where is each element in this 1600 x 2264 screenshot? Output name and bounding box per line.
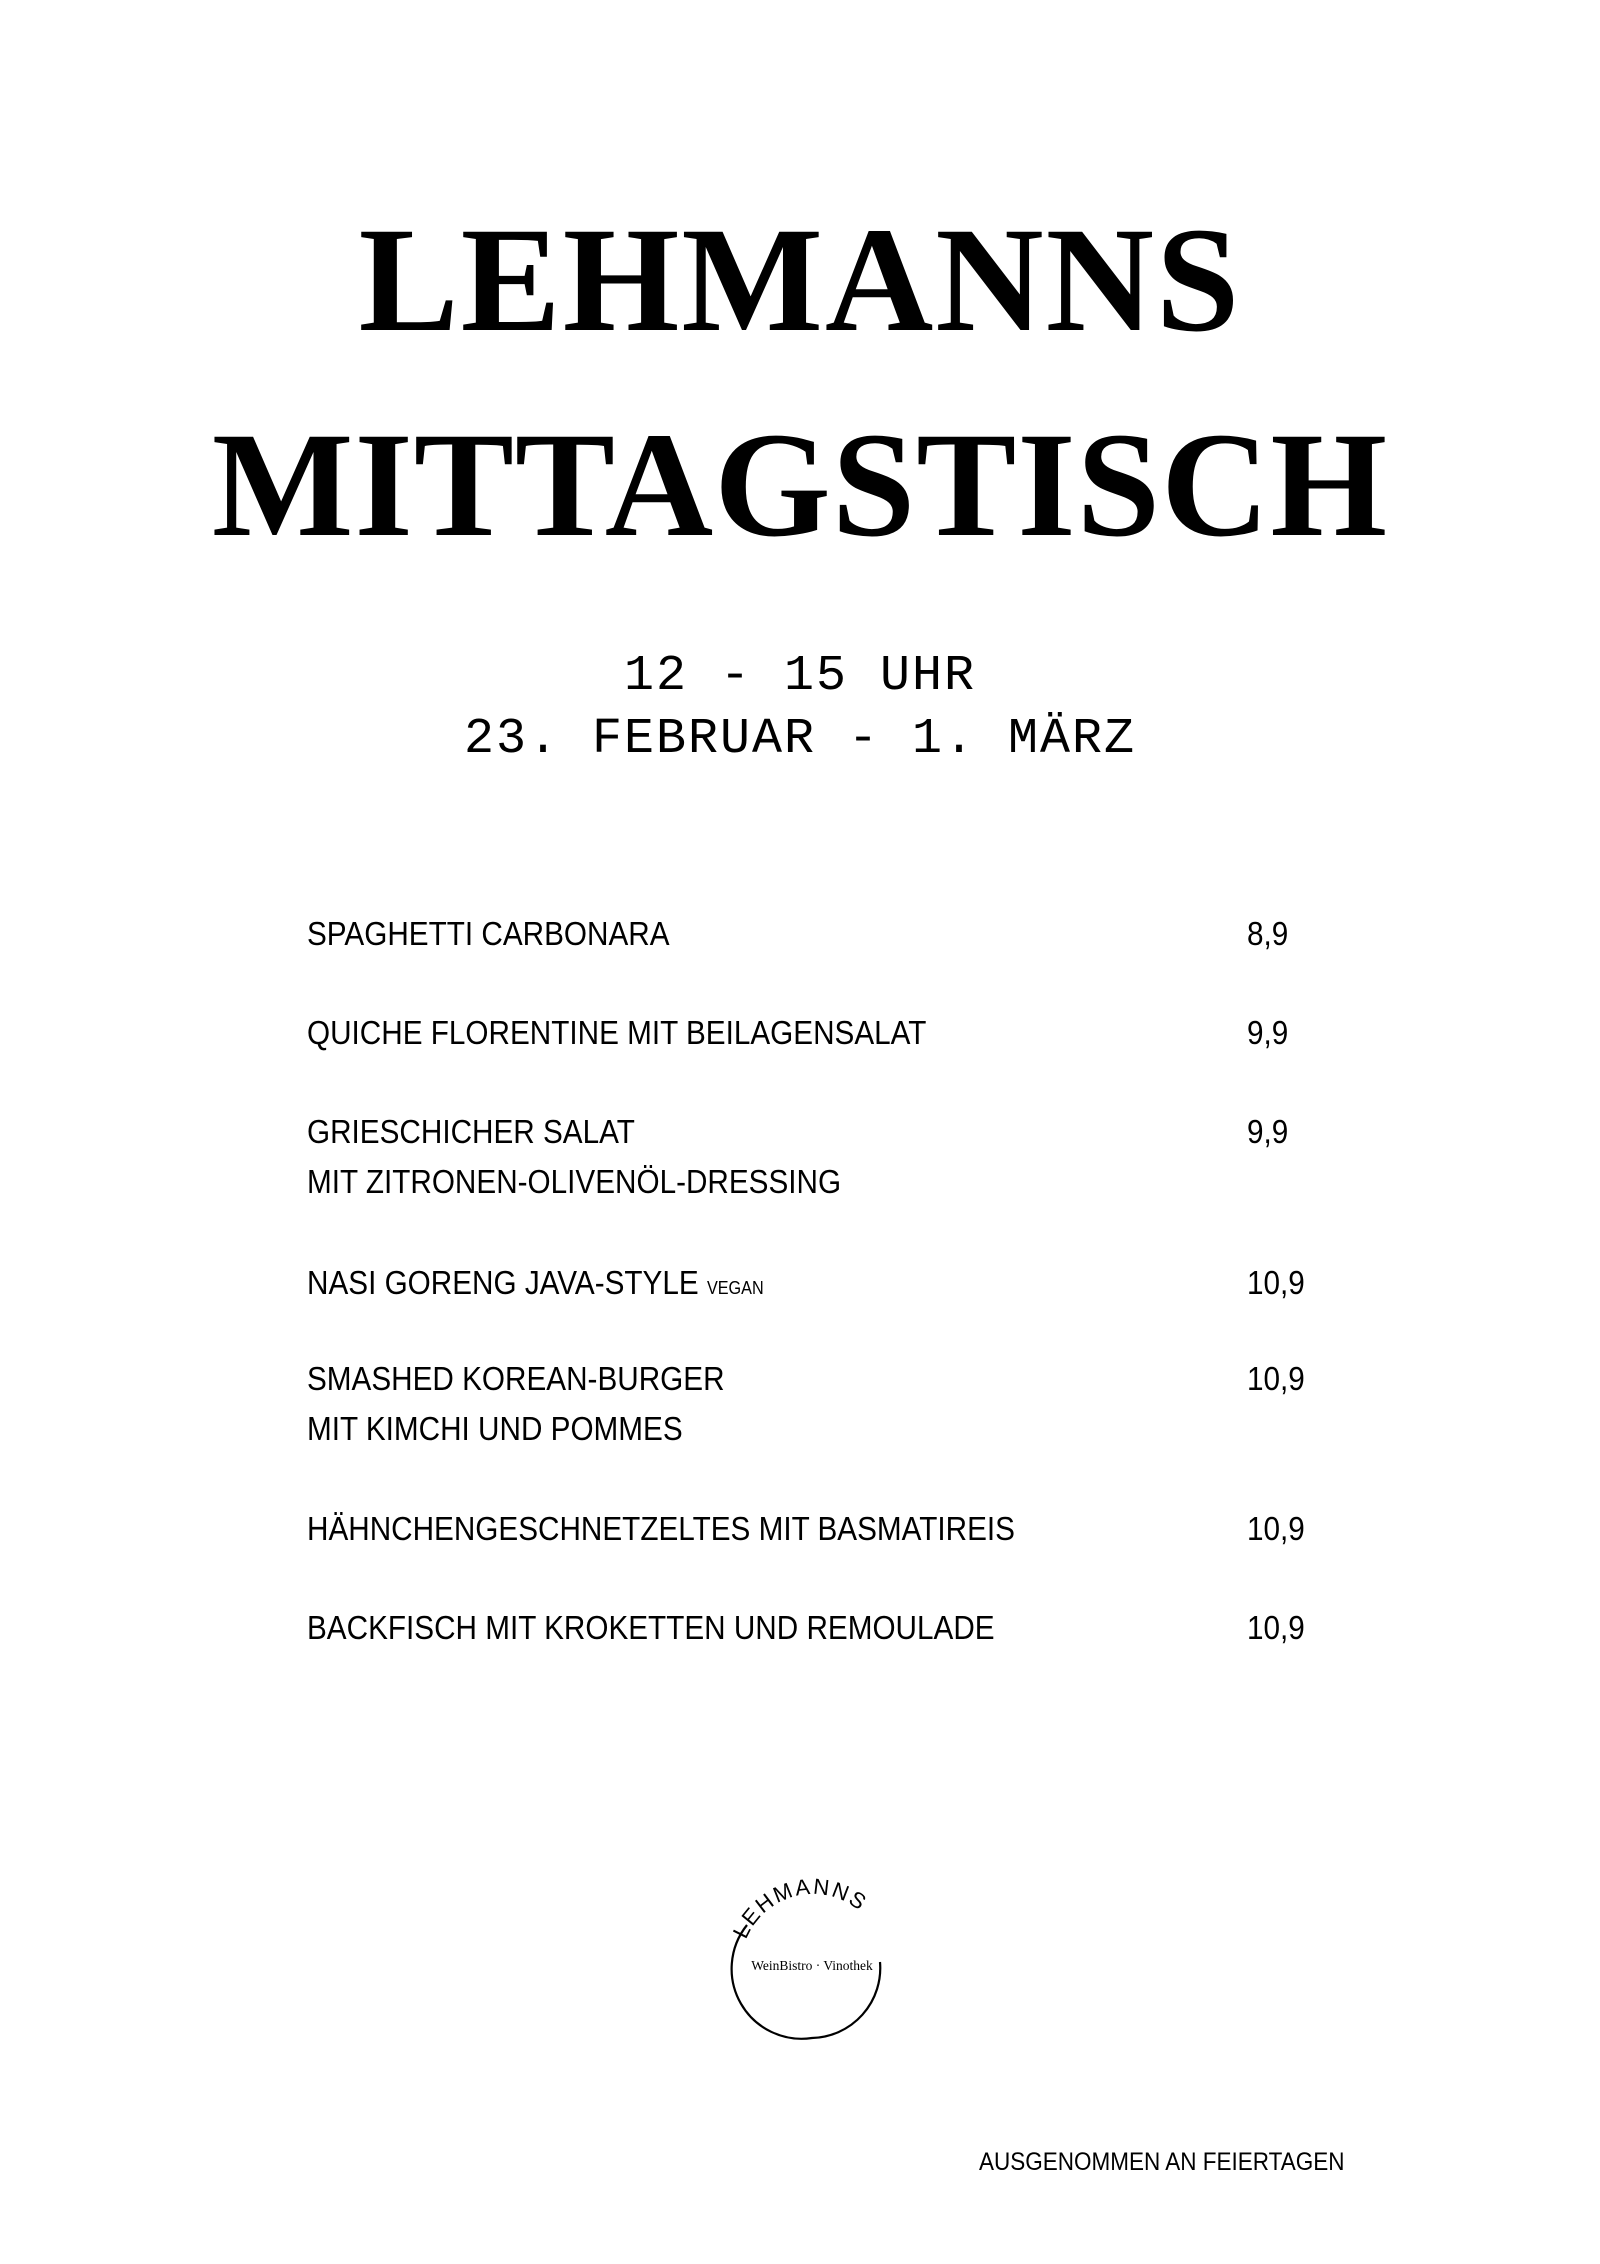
menu-item-name: BACKFISCH MIT KROKETTEN UND REMOULADE xyxy=(307,1609,995,1646)
title-lehmanns: LEHMANNS xyxy=(358,197,1242,363)
menu-item-name: SPAGHETTI CARBONARA xyxy=(307,915,670,952)
title-mittagstisch: MITTAGSTISCH xyxy=(211,402,1389,568)
menu-item xyxy=(307,1354,1327,1454)
menu-item-description: MIT ZITRONEN-OLIVENÖL-DRESSING xyxy=(307,1163,842,1200)
menu-item-price: 9,9 xyxy=(1247,1014,1289,1051)
menu-item-name: GRIESCHICHER SALAT xyxy=(307,1113,635,1150)
menu-item xyxy=(307,1107,1327,1207)
menu-item xyxy=(307,1258,1327,1313)
logo-circle xyxy=(732,1925,881,2039)
date-range: 23. FEBRUAR - 1. MÄRZ xyxy=(463,711,1137,768)
menu-item-price: 10,9 xyxy=(1247,1510,1305,1547)
vegan-tag: VEGAN xyxy=(706,1278,764,1298)
menu-item xyxy=(307,1504,1327,1554)
menu-item-name-wrap xyxy=(307,1258,1225,1313)
menu-item-price: 10,9 xyxy=(1247,1609,1305,1646)
menu-item-name: SMASHED KOREAN-BURGER xyxy=(307,1360,725,1397)
menu-item-price: 9,9 xyxy=(1247,1113,1289,1150)
menu-item xyxy=(307,909,1327,959)
logo-tagline: WeinBistro · Vinothek xyxy=(751,1958,873,1973)
lehmanns-logo xyxy=(712,1850,912,2050)
logo-brand: LEHMANNS xyxy=(727,1873,873,1943)
menu-item-price: 10,9 xyxy=(1247,1360,1305,1397)
menu-item-name: QUICHE FLORENTINE MIT BEILAGENSALAT xyxy=(307,1014,927,1051)
menu-item xyxy=(307,1603,1327,1653)
menu-item-price: 10,9 xyxy=(1247,1264,1305,1301)
menu-item-description: MIT KIMCHI UND POMMES xyxy=(307,1410,683,1447)
menu-item-name: NASI GORENG JAVA-STYLE xyxy=(307,1264,699,1301)
menu-item-name: HÄHNCHENGESCHNETZELTES MIT BASMATIREIS xyxy=(307,1510,1015,1547)
menu-item xyxy=(307,1008,1327,1058)
opening-hours: 12 - 15 UHR xyxy=(623,648,977,705)
menu-item-price: 8,9 xyxy=(1247,915,1289,952)
holiday-note: AUSGENOMMEN AN FEIERTAGEN xyxy=(979,2148,1345,2176)
